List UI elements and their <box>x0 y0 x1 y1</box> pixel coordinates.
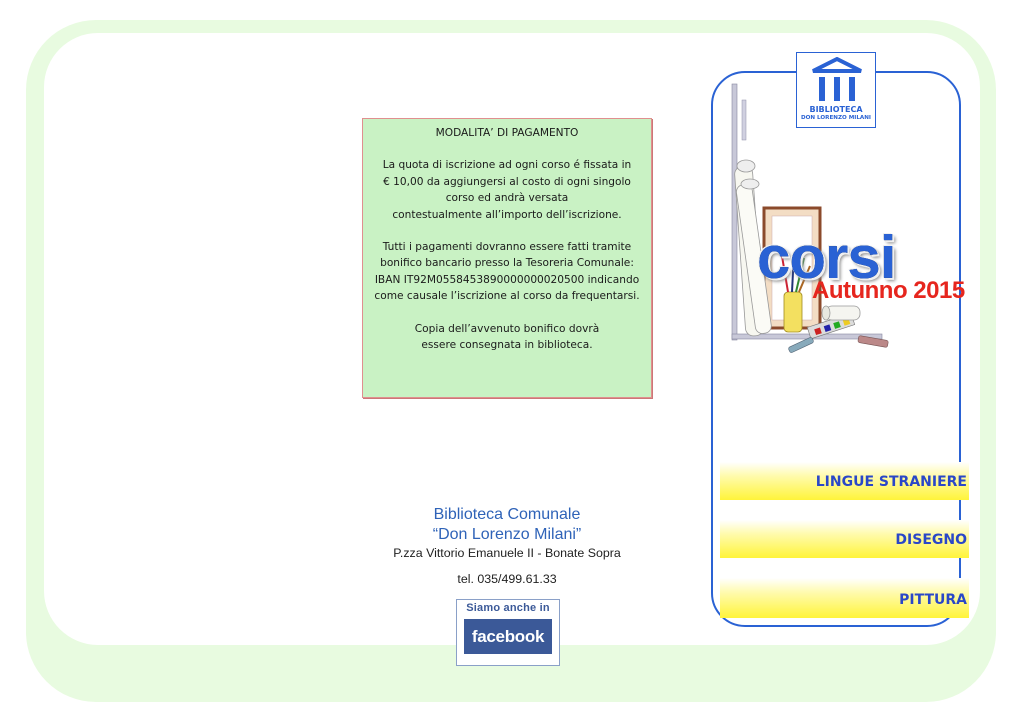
facebook-logo-text: facebook <box>471 626 545 646</box>
payment-text-line: € 10,00 da aggiungersi al costo di ogni singolo <box>383 175 631 188</box>
payment-text-line: come causale l’iscrizione al corso da frequentarsi. <box>374 290 640 303</box>
course-label: PITTURA <box>899 592 967 608</box>
course-band-disegno <box>720 520 969 558</box>
payment-text-line: Copia dell’avvenuto bonifico dovrà <box>414 322 600 335</box>
payment-info-box <box>362 118 652 398</box>
payment-text-line: contestualmente all’importo dell’iscrizione. <box>392 208 622 221</box>
payment-title: MODALITA’ DI PAGAMENTO <box>435 127 579 139</box>
cover-title: corsi <box>757 224 896 291</box>
facebook-logo <box>464 619 552 654</box>
payment-text-line: bonifico bancario presso la Tesoreria Comunale: <box>380 257 634 270</box>
payment-text-line: Tutti i pagamenti dovranno essere fatti tramite <box>382 241 632 254</box>
library-name: Biblioteca Comunale <box>433 506 581 523</box>
facebook-badge-caption: Siamo anche in <box>466 602 550 614</box>
library-subname: “Don Lorenzo Milani” <box>432 526 582 543</box>
course-band-lingue <box>720 462 969 500</box>
logo-subtitle: DON LORENZO MILANI <box>800 115 872 121</box>
payment-text-line: essere consegnata in biblioteca. <box>421 339 593 352</box>
course-label: DISEGNO <box>895 532 967 548</box>
course-band-pittura <box>720 578 969 618</box>
payment-text-line: corso ed andrà versata <box>445 192 569 205</box>
library-building-icon <box>809 57 865 103</box>
course-label: LINGUE STRANIERE <box>815 474 967 490</box>
library-address: P.zza Vittorio Emanuele II - Bonate Sopra <box>393 546 621 560</box>
facebook-badge[interactable] <box>456 599 560 666</box>
logo-title: BIBLIOTECA <box>809 105 863 114</box>
cover-subtitle: Autunno 2015 <box>812 277 965 304</box>
library-logo <box>796 52 876 128</box>
payment-text-line: La quota di iscrizione ad ogni corso é fissata in <box>382 159 632 172</box>
payment-iban-line: IBAN IT92M0558453890000000020500 indicando <box>374 273 640 286</box>
library-phone: tel. 035/499.61.33 <box>457 572 557 586</box>
